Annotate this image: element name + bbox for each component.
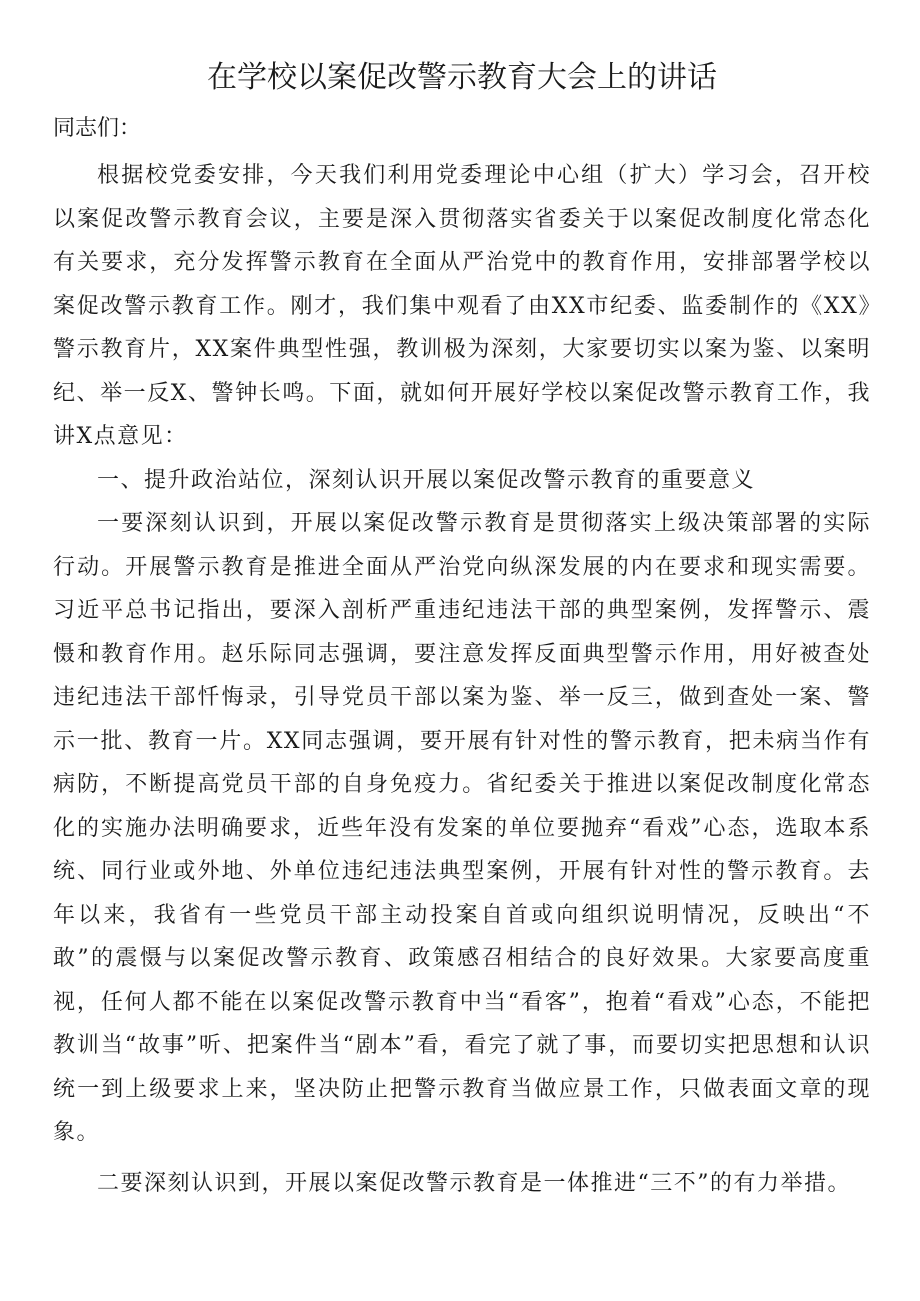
document-page <box>53 48 871 1205</box>
intro-paragraph: 根据校党委安排，今天我们利用党委理论中心组（扩大）学习会，召开校以案促改警示教育会议，主要是深入贯彻落实省委关于以案促改制度化常态化有关要求，充分发挥警示教育在全面从严治党中的教育作用，安排部署学校以案促改警示教育工作。刚才，我们集中观看了由XX市纪委、监委制作的《XX》警示教育片，XX案件典型性强，教训极为深刻，大家要切实以案为鉴、以案明纪、举一反X、警钟长鸣。下面，就如何开展好学校以案促改警示教育工作，我讲X点意见： <box>53 163 871 449</box>
document-title: 在学校以案促改警示教育大会上的讲话 <box>207 60 717 95</box>
body-paragraph-2: 二要深刻认识到，开展以案促改警示教育是一体推进“三不”的有力举措。 <box>97 1170 851 1196</box>
body-paragraph-1: 一要深刻认识到，开展以案促改警示教育是贯彻落实上级决策部署的实际行动。开展警示教育是推进全面从严治党向纵深发展的内在要求和现实需要。习近平总书记指出，要深入剖析严重违纪违法干部的典型案例，发挥警示、震慑和教育作用。赵乐际同志强调，要注意发挥反面典型警示作用，用好被查处违纪违法干部忏悔录，引导党员干部以案为鉴、举一反三，做到查处一案、警示一批、教育一片。XX同志强调，要开展有针对性的警示教育，把未病当作有病防，不断提高党员干部的自身免疫力。省纪委关于推进以案促改制度化常态化的实施办法明确要求，近些年没有发案的单位要抛弃“看戏”心态，选取本系统、同行业或外地、外单位违纪违法典型案例，开展有针对性的警示教育。去年以来，我省有一些党员干部主动投案自首或向组织说明情况，反映出“不敢”的震慑与以案促改警示教育、政策感召相结合的良好效果。大家要高度重视，任何人都不能在以案促改警示教育中当“看客”，抱着“看戏”心态，不能把教训当“故事”听、把案件当“剧本”看，看完了就了事，而要切实把思想和认识统一到上级要求上来，坚决防止把警示教育当做应景工作，只做表面文章的现象。 <box>53 511 871 1145</box>
salutation: 同志们： <box>53 116 142 141</box>
section-heading-1: 一、提升政治站位，深刻认识开展以案促改警示教育的重要意义 <box>97 467 756 493</box>
